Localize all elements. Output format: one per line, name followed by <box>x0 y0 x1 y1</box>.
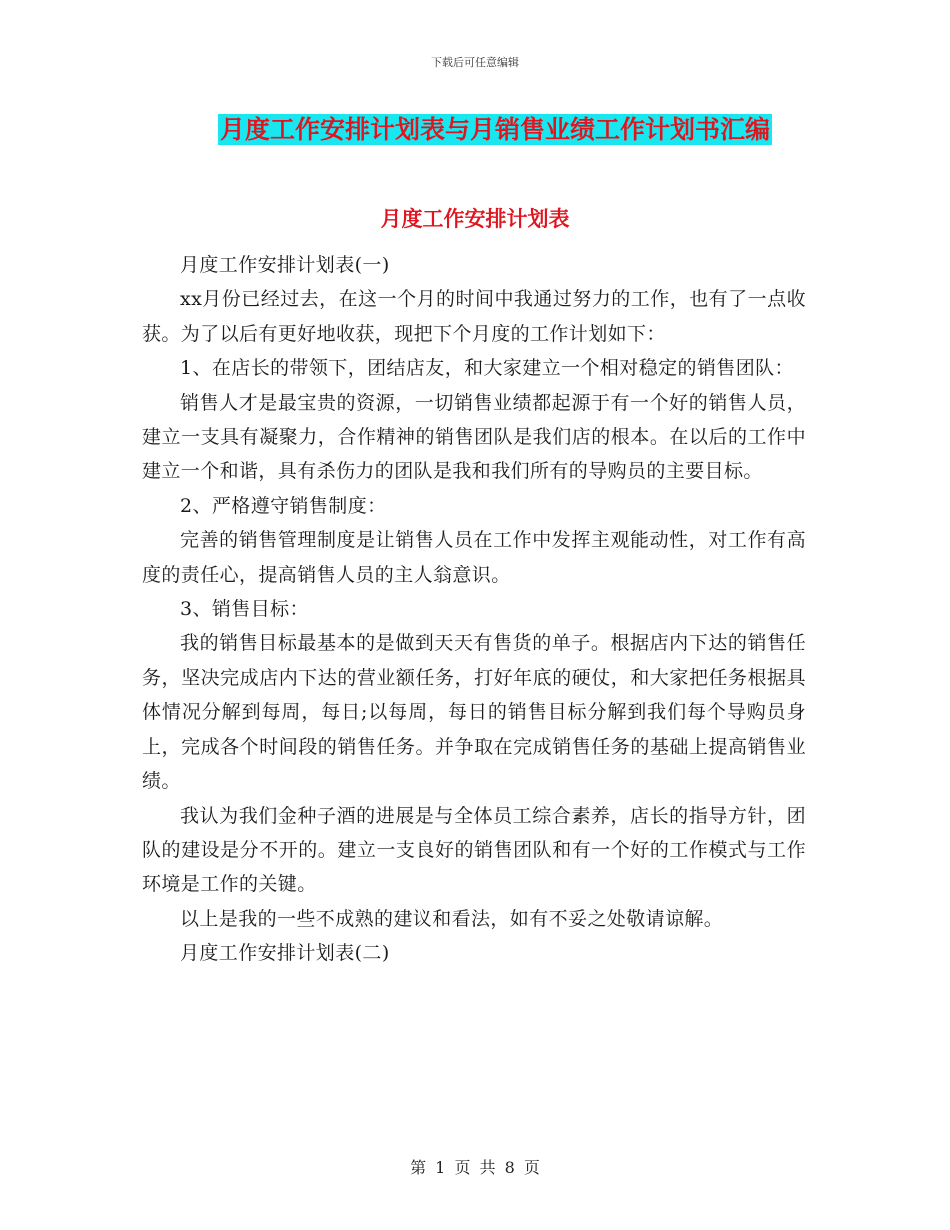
section-title: 月度工作安排计划表 <box>380 206 570 231</box>
page-number: 第 1 页 共 8 页 <box>410 1158 540 1177</box>
paragraph: xx月份已经过去，在这一个月的时间中我通过努力的工作，也有了一点收获。为了以后有更好地收获，现把下个月度的工作计划如下： <box>142 288 806 345</box>
paragraph: 完善的销售管理制度是让销售人员在工作中发挥主观能动性，对工作有高度的责任心，提高销售人员的主人翁意识。 <box>142 529 806 586</box>
header-note: 下载后可任意编辑 <box>431 56 519 69</box>
document-title-text: 月度工作安排计划表与月销售业绩工作计划书汇编 <box>219 115 770 144</box>
paragraph: 月度工作安排计划表(一) <box>180 254 390 276</box>
paragraph: 3、销售目标： <box>180 598 309 621</box>
paragraph: 我的销售目标最基本的是做到天天有售货的单子。根据店内下达的销售任务，坚决完成店内下达的营业额任务，打好年底的硬仗，和大家把任务根据具体情况分解到每周，每日;以每周，每日的销售目标分解到我们每个导购员身上，完成各个时间段的销售任务。并争取在完成销售任务的基础上提高销售业绩。 <box>142 632 806 793</box>
paragraph: 2、严格遵守销售制度： <box>180 494 387 517</box>
paragraph: 我认为我们金种子酒的进展是与全体员工综合素养，店长的指导方针，团队的建设是分不开的。建立一支良好的销售团队和有一个好的工作模式与工作环境是工作的关键。 <box>142 804 806 896</box>
document-body <box>142 248 806 971</box>
paragraph: 1、在店长的带领下，团结店友，和大家建立一个相对稳定的销售团队： <box>180 357 794 380</box>
document-title <box>0 114 950 145</box>
paragraph: 月度工作安排计划表(二) <box>180 942 390 965</box>
paragraph: 以上是我的一些不成熟的建议和看法，如有不妥之处敬请谅解。 <box>180 907 724 930</box>
paragraph: 销售人才是最宝贵的资源，一切销售业绩都起源于有一个好的销售人员，建立一支具有凝聚力，合作精神的销售团队是我们店的根本。在以后的工作中建立一个和谐，具有杀伤力的团队是我和我们所有的导购员的主要目标。 <box>142 391 806 483</box>
